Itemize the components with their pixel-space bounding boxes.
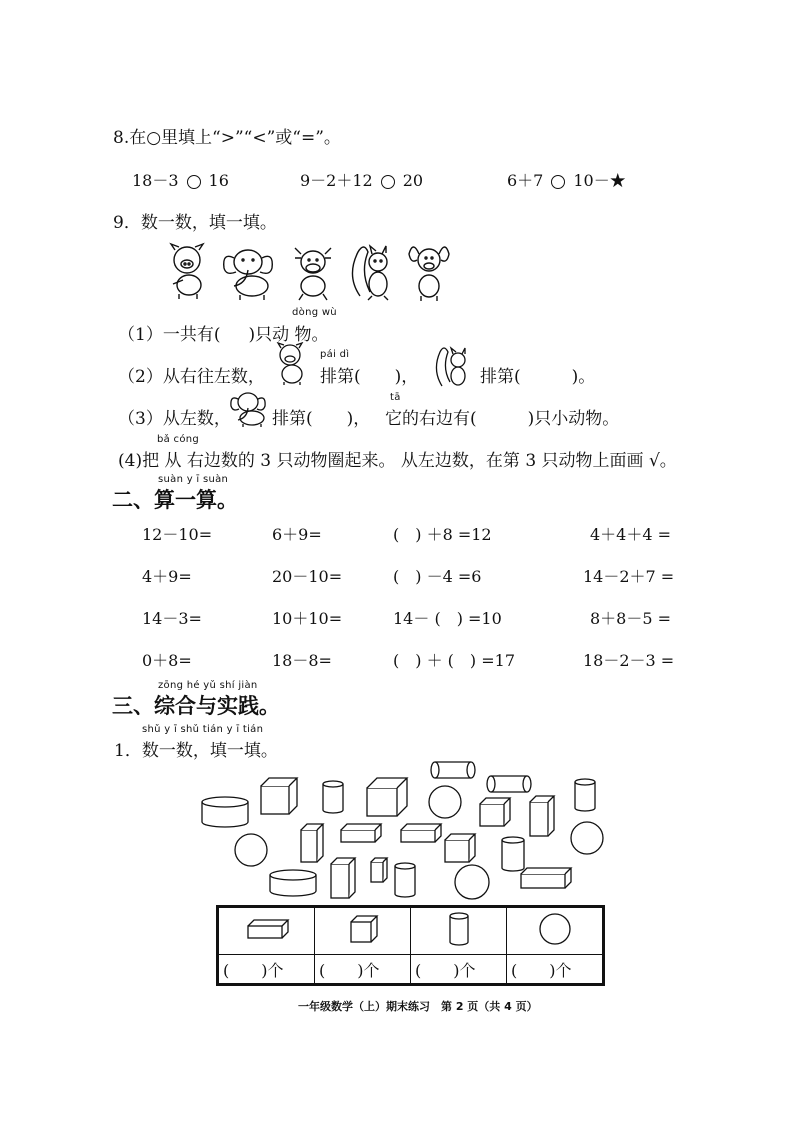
sphere-icon (571, 822, 603, 854)
shapes-illustration (195, 758, 615, 903)
calc-item: ( ) ＋ ( ) =17 (393, 651, 515, 670)
elephant-icon (224, 250, 273, 300)
compare-right: 20 (402, 171, 424, 190)
cuboid-icon (371, 858, 387, 882)
q9-line2-prefix: （2）从右往左数， (118, 367, 265, 387)
squirrel-icon (434, 344, 474, 388)
calc-item: ( ) ＋8 =12 (393, 525, 492, 544)
compare-left: 6＋7 (507, 171, 544, 190)
pig-icon (171, 244, 203, 299)
sphere-icon (429, 786, 461, 818)
table-cell (218, 907, 315, 955)
cube-icon (343, 912, 383, 946)
compare-left: 18－3 (132, 171, 179, 190)
section-3-title: 三、综合与实践。 (112, 694, 280, 718)
cylinder-icon (502, 837, 524, 871)
sphere-icon (455, 865, 489, 899)
q9-title: 9．数一数，填一填。 (113, 213, 277, 233)
calc-item: 4＋4＋4 = (590, 525, 672, 544)
sphere-icon (537, 911, 573, 947)
answer-cell[interactable]: ( )个 (315, 955, 411, 985)
pinyin: dòng wù (292, 307, 337, 318)
cylinder-icon (202, 797, 248, 827)
cylinder-icon (323, 781, 343, 813)
dog-icon (409, 247, 449, 301)
cuboid-icon (341, 824, 381, 842)
cylinder-icon (444, 910, 474, 948)
q9-line1: （1）一共有( )只动 物。 (118, 325, 329, 345)
answer-cell[interactable]: ( )个 (411, 955, 507, 985)
calc-item: 6＋9= (272, 525, 322, 544)
pinyin: shǔ y ī shǔ tián y ī tián (142, 724, 264, 735)
cuboid-icon (242, 914, 292, 944)
pinyin: pái dì (320, 349, 350, 360)
answer-cell[interactable]: ( )个 (507, 955, 604, 985)
compare-item (132, 168, 229, 191)
cuboid-icon (521, 868, 571, 888)
pig-icon (272, 342, 308, 386)
cylinder-icon (270, 870, 316, 896)
counting-table (216, 905, 605, 986)
compare-item (507, 168, 626, 191)
calc-item: 14－2＋7 = (583, 567, 675, 586)
sec3-q1-title: 1．数一数，填一填。 (114, 741, 278, 761)
compare-right: 16 (208, 171, 229, 190)
cuboid-icon (401, 824, 441, 842)
cube-icon (445, 834, 475, 862)
answer-cell[interactable]: ( )个 (218, 955, 315, 985)
cube-icon (480, 798, 510, 826)
compare-left: 9－2＋12 (300, 171, 373, 190)
cuboid-icon (530, 796, 554, 836)
sphere-icon (235, 834, 267, 866)
q9-line4: (4)把 从 右边数的 3 只动物圈起来。 从左边数，在第 3 只动物上面画 √。 (118, 451, 677, 471)
pinyin: tā (390, 392, 401, 403)
cow-icon (295, 248, 331, 300)
calc-item: 0＋8= (142, 651, 192, 670)
answer-circle[interactable] (187, 175, 201, 189)
cylinder-icon (395, 863, 415, 897)
calc-item: 4＋9= (142, 567, 192, 586)
q9-line3-mid: 排第( )， (272, 409, 371, 429)
page-footer: 一年级数学（上）期末练习 第 2 页（共 4 页） (298, 1000, 538, 1013)
table-cell (507, 907, 604, 955)
cylinder-icon (431, 762, 475, 778)
cuboid-icon (331, 858, 355, 898)
elephant-icon (228, 388, 272, 428)
pinyin: suàn y ī suàn (158, 474, 229, 485)
calc-item: 18－2－3 = (583, 651, 675, 670)
animal-row (165, 240, 455, 302)
table-cell (411, 907, 507, 955)
pinyin: zōng hé yǔ shí jiàn (158, 680, 258, 691)
cube-icon (261, 778, 297, 814)
calc-item: 20－10= (272, 567, 343, 586)
section-2-title: 二、算一算。 (112, 488, 238, 512)
calc-item: ( ) －4 =6 (393, 567, 482, 586)
compare-item (300, 168, 423, 191)
calc-item: 10＋10= (272, 609, 343, 628)
q9-line3-prefix: （3）从左数， (118, 409, 231, 429)
q8-title: 8.在○里填上“>”“<”或“=”。 (113, 128, 341, 148)
answer-circle[interactable] (551, 175, 565, 189)
calc-item: 8＋8－5 = (590, 609, 672, 628)
squirrel-icon (352, 246, 388, 300)
calc-item: 14－ ( ) =10 (393, 609, 502, 628)
calc-item: 14－3= (142, 609, 202, 628)
calc-item: 18－8= (272, 651, 332, 670)
compare-right: 10－★ (573, 171, 626, 190)
cylinder-icon (487, 776, 531, 792)
cube-icon (367, 778, 407, 816)
answer-circle[interactable] (381, 175, 395, 189)
q9-line2-mid: 排第( )， (320, 367, 419, 387)
cuboid-icon (301, 824, 323, 862)
table-cell (315, 907, 411, 955)
cylinder-icon (575, 779, 595, 811)
q9-line3-suffix: 它的右边有( )只小动物。 (385, 409, 620, 429)
q9-line2-suffix: 排第( )。 (480, 367, 596, 387)
calc-item: 12－10= (142, 525, 213, 544)
pinyin: bǎ cóng (157, 434, 200, 445)
